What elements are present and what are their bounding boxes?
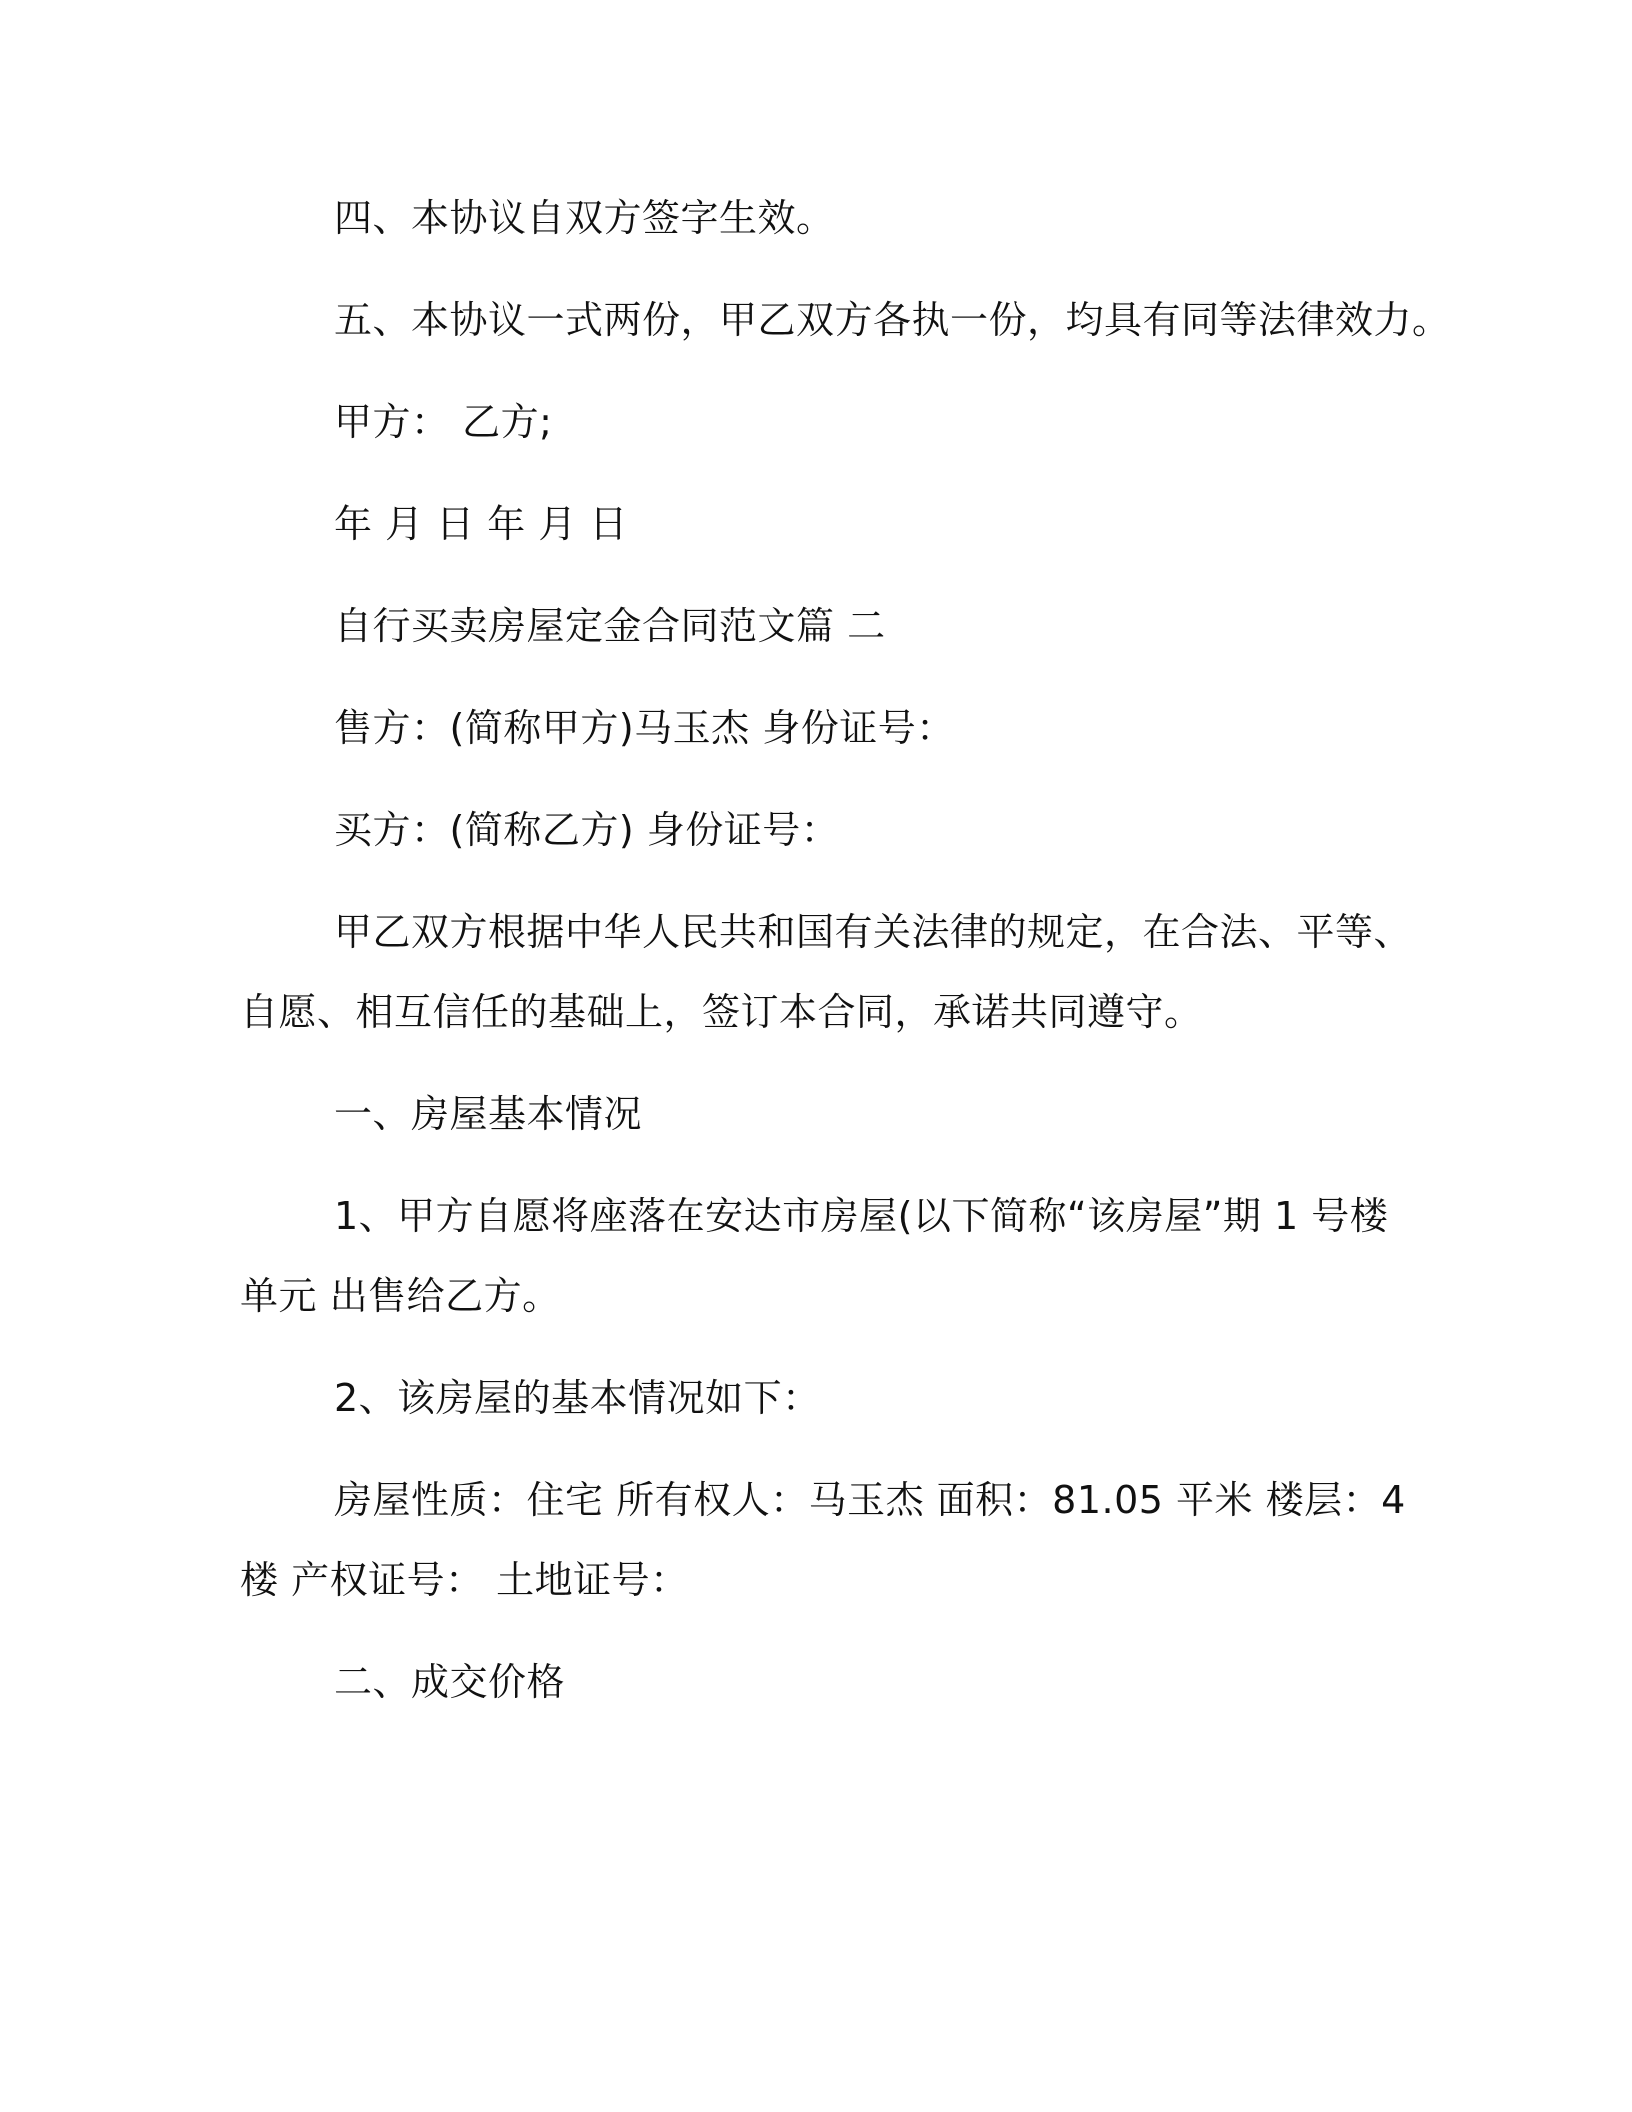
signature-parties: 甲方： 乙方;	[334, 400, 553, 444]
heading-price: 二、成交价格	[334, 1660, 566, 1704]
seller-line: 售方：(简称甲方)马玉杰 身份证号：	[334, 706, 955, 750]
item-two: 2、该房屋的基本情况如下：	[334, 1376, 821, 1420]
clause-five: 五、本协议一式两份，甲乙双方各执一份，均具有同等法律效力。	[334, 298, 1451, 342]
clause-four: 四、本协议自双方签字生效。	[334, 196, 835, 240]
section-title: 自行买卖房屋定金合同范文篇 二	[334, 604, 886, 648]
item-one-line-1: 1、甲方自愿将座落在安达市房屋(以下简称“该房屋”期 1 号楼	[334, 1194, 1389, 1238]
signature-dates: 年 月 日 年 月 日	[334, 502, 628, 546]
heading-basic-info: 一、房屋基本情况	[334, 1092, 643, 1136]
buyer-line: 买方：(简称乙方) 身份证号：	[334, 808, 840, 852]
item-one-line-2: 单元 出售给乙方。	[240, 1274, 561, 1318]
property-details-line-1: 房屋性质：住宅 所有权人：马玉杰 面积：81.05 平米 楼层：4	[334, 1478, 1406, 1522]
property-details-line-2: 楼 产权证号： 土地证号：	[240, 1558, 689, 1602]
preamble-line-1: 甲乙双方根据中华人民共和国有关法律的规定，在合法、平等、	[334, 910, 1413, 954]
preamble-line-2: 自愿、相互信任的基础上，签订本合同，承诺共同遵守。	[240, 990, 1203, 1034]
